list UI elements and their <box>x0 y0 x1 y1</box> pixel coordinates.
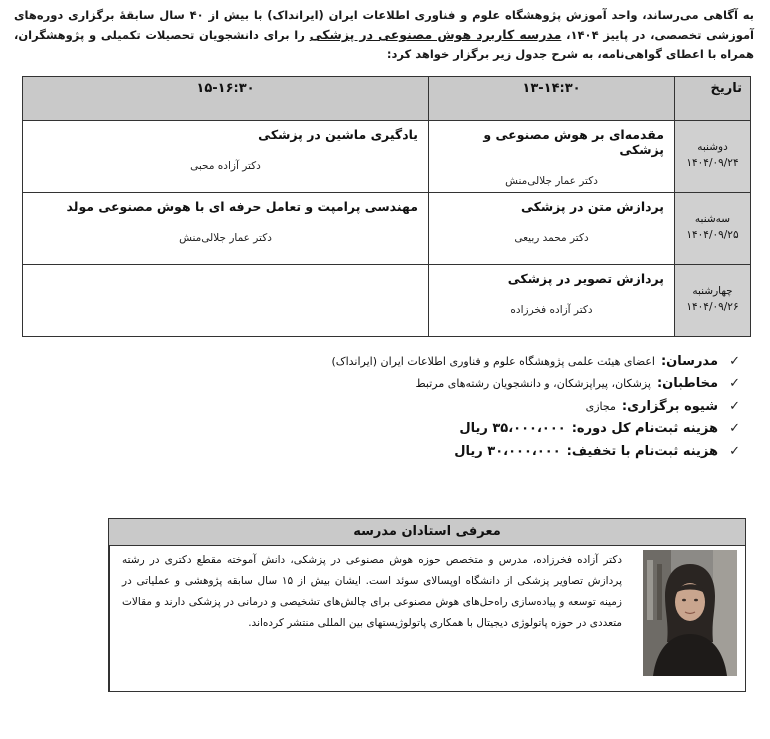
session-lecturer: دکتر عمار جلالی‌منش <box>179 232 272 244</box>
instructor-photo <box>643 550 737 676</box>
day-date: ۱۴۰۴/۰۹/۲۶ <box>686 301 739 313</box>
checkmark-icon: ✓ <box>729 376 740 392</box>
header-date: تاریخ <box>675 77 751 121</box>
bio-text: دکتر آزاده فخرزاده، مدرس و متخصص حوزه هوش مصنوعی در پزشکی، دانش آموخته مقطع دکتری در رشته پردازش تصاویر پزشکی از دانشگاه اوپسالای سوئد است. ایشان بیش از ۱۵ سال سابقه پژوهشی و عملیاتی در زمینه توسعه و پیاده‌سازی راه‌حل‌های هوش مصنوعی برای چالش‌های تشخیصی و درمانی در پزشکی دارند و مقالات متعددی در حوزه پاتولوژی دیجیتال با همکاری پاتولوژیستهای بین المللی منتشر کرده‌اند. <box>109 546 634 692</box>
table-row <box>23 193 751 265</box>
teachers-value: اعضای هیئت علمی پژوهشگاه علوم و فناوری اطلاعات ایران (ایرانداک) <box>331 354 655 368</box>
day-name: سه‌شنبه <box>694 213 731 225</box>
fee-full-value: ۳۵،۰۰۰،۰۰۰ ریال <box>459 421 566 437</box>
intro-text-1: به آگاهی می‌رساند، واحد آموزش پژوهشگاه علوم و فناوری اطلاعات ایران (ایرانداک) با بیش از ۴۰ سال سابقهٔ برگزاری دوره‌های آموزشی تخصصی، در پاییز ۱۴۰۴، <box>14 8 755 42</box>
session-lecturer: دکتر آزاده فخرزاده <box>510 304 593 316</box>
session-cell <box>23 193 429 265</box>
session-cell <box>429 193 675 265</box>
checkmark-icon: ✓ <box>729 443 740 459</box>
fee-discount-value: ۳۰،۰۰۰،۰۰۰ ریال <box>454 443 561 459</box>
fee-discount-label: هزینه ثبت‌نام با تخفیف: <box>566 443 718 459</box>
teachers-label: مدرسان: <box>660 353 718 369</box>
method-value: مجازی <box>585 399 616 413</box>
session-title: مقدمه‌ای بر هوش مصنوعی و پزشکی <box>483 127 664 157</box>
bio-title: معرفی استادان مدرسه <box>109 519 745 546</box>
method-label: شیوه برگزاری: <box>621 398 718 414</box>
header-slot1: ۱۳-۱۴:۳۰ <box>429 77 675 121</box>
day-name: چهارشنبه <box>692 285 733 297</box>
session-title: پردازش تصویر در پزشکی <box>507 271 664 286</box>
checkmark-icon: ✓ <box>729 398 740 414</box>
intro-text-2: را برای دانشجویان تحصیلات تکمیلی و پژوهشگران، همراه با اعطای گواهی‌نامه، به شرح جدول زیر برگزار خواهد کرد: <box>14 28 754 61</box>
list-item <box>80 373 740 396</box>
list-item <box>80 395 740 418</box>
checkmark-icon: ✓ <box>729 421 740 437</box>
audience-label: مخاطبان: <box>656 376 718 392</box>
day-date: ۱۴۰۴/۰۹/۲۴ <box>686 157 739 169</box>
school-name: مدرسه کاربرد هوش مصنوعی در پزشکی <box>309 27 562 42</box>
table-row <box>23 265 751 337</box>
instructor-bio-box <box>108 518 746 692</box>
schedule-table <box>22 76 751 337</box>
session-title: مهندسی پرامپت و تعامل حرفه ای با هوش مصنوعی مولد <box>66 199 418 214</box>
photo-wrap <box>634 546 745 692</box>
bio-body <box>109 546 745 692</box>
session-title: یادگیری ماشین در پزشکی <box>258 127 418 142</box>
date-cell <box>675 193 751 265</box>
session-cell-empty <box>23 265 429 337</box>
date-cell <box>675 121 751 193</box>
date-cell <box>675 265 751 337</box>
table-row <box>23 121 751 193</box>
intro-paragraph <box>14 6 754 64</box>
schedule-header-row <box>23 77 751 121</box>
info-list <box>80 350 740 463</box>
session-lecturer: دکتر عمار جلالی‌منش <box>505 175 598 187</box>
header-slot2: ۱۵-۱۶:۳۰ <box>23 77 429 121</box>
session-cell <box>429 121 675 193</box>
day-name: دوشنبه <box>697 141 728 153</box>
fee-full-label: هزینه ثبت‌نام کل دوره: <box>571 421 718 437</box>
list-item <box>80 350 740 373</box>
list-item <box>80 418 740 441</box>
session-cell <box>23 121 429 193</box>
audience-value: پزشکان، پیراپزشکان، و دانشجویان رشته‌های مرتبط <box>415 377 651 391</box>
checkmark-icon: ✓ <box>729 353 740 369</box>
session-cell <box>429 265 675 337</box>
session-lecturer: دکتر آزاده محبی <box>190 160 261 172</box>
session-lecturer: دکتر محمد ربیعی <box>514 232 589 244</box>
session-title: پردازش متن در پزشکی <box>520 199 664 214</box>
day-date: ۱۴۰۴/۰۹/۲۵ <box>686 229 739 241</box>
list-item <box>80 440 740 463</box>
